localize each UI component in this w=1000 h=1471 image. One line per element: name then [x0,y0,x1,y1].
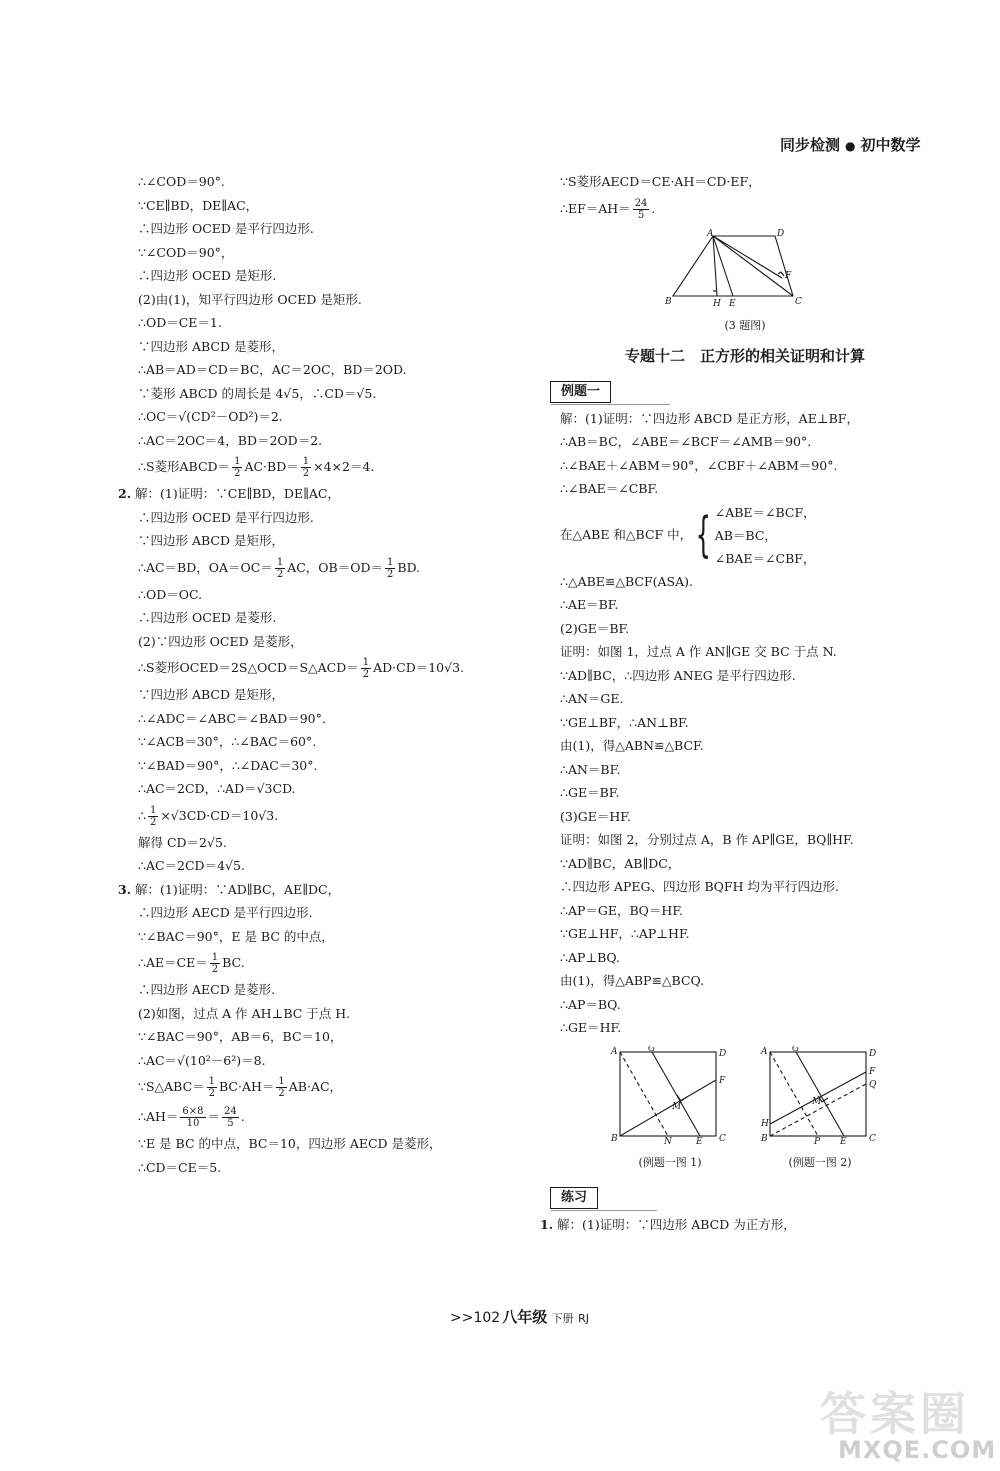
watermark-url: MXQE.COM [838,1436,997,1464]
congruence-system: 在△ABE 和△BCF 中， { ∠ABE＝∠BCF， AB＝BC， ∠BAE＝∠CBF， [560,504,816,566]
text-line: ∵S菱形AECD＝CE·AH＝CD·EF， [560,174,761,189]
text-line: ∴四边形 OCED 是平行四边形. [138,221,314,236]
fraction: $\frac{1}{2}$ [362,657,370,680]
text-line: 证明：如图 1，过点 A 作 AN∥GE 交 BC 于点 N. [560,644,837,659]
svg-text:D: D [719,1048,727,1059]
text-line: ∴OC＝√(CD²－OD²)＝2. [138,409,283,424]
text-line: ∵四边形 ABCD 是矩形， [138,533,284,548]
text-line: ∵AD∥BC，AB∥DC， [560,855,681,871]
fig3-label-A: A [707,228,714,239]
text-line: ∴∠ADC＝∠ABC＝∠BAD＝90°. [138,710,326,726]
text-line: ∴AC＝2CD＝4√5. [138,858,245,873]
svg-text:E: E [840,1136,847,1144]
text-line: ∵AD∥BC，∴四边形 ANEG 是平行四边形. [560,667,796,683]
fraction: $\frac{1}{2}$ [387,556,394,580]
fig3-label-E: E [729,298,736,309]
text-line: ∴OD＝OC. [138,586,203,602]
text-line: ∵∠BAC＝90°，AB＝6，BC＝10， [138,1029,343,1044]
edition-label: RJ [578,1312,590,1325]
svg-text:C: C [869,1133,876,1144]
svg-text:G: G [792,1045,800,1054]
fraction: $\frac{1}{2}$ [278,1076,285,1099]
practice-label: 练习 [550,1187,598,1209]
text-line: ∵四边形 ABCD 是矩形， [138,687,284,702]
fraction: $\frac{24}{5}$ [634,197,648,221]
fraction: $\frac{1}{2}$ [211,952,219,975]
fig3-label-B: B [665,296,672,307]
svg-text:C: C [719,1133,726,1144]
text-line: ∵GE⊥HF，∴AP⊥HF. [560,926,690,941]
text-line: ∵∠BAD＝90°，∴∠DAC＝30°. [138,757,318,773]
svg-text:B: B [761,1133,768,1144]
svg-text:E: E [696,1136,703,1144]
page-number: 102 [473,1310,501,1326]
text-line: ∴GE＝HF. [560,1020,622,1035]
text-line: ∴AN＝GE. [560,691,624,706]
text-line: ∵CE∥BD，DE∥AC， [138,197,259,213]
text-line: 证明：如图 2，分别过点 A，B 作 AP∥GE，BQ∥HF. [560,832,854,847]
formula-line: ∴AC＝BD，OA＝OC＝ $\frac{1}{2}$ AC，OB＝OD＝ $\frac{1}{2}$ BD. [138,556,421,580]
svg-text:F: F [869,1066,876,1077]
text-line: ∴∠BAE＝∠CBF. [560,481,659,496]
text-line: (3)GE＝HF. [560,808,631,824]
svg-text:A: A [611,1046,618,1057]
formula-line: ∴EF＝AH＝ $\frac{24}{5}$ . [560,197,656,221]
text-line: ∴四边形 AECD 是菱形. [138,982,276,997]
svg-text:Q: Q [869,1079,877,1090]
header-subject: 初中数学 [860,136,921,154]
text-line: ∴四边形 APEG、四边形 BQFH 均为平行四边形. [560,879,839,894]
example-figures [540,1046,950,1175]
text-line: ∵菱形 ABCD 的周长是 4√5，∴CD＝√5. [138,385,377,401]
formula-line: ∴S菱形ABCD＝ $\frac{1}{2}$ AC·BD＝ $\frac{1}{2}$ ×4×2＝4. [138,456,375,479]
text-line: ∴AB＝AD＝CD＝BC，AC＝2OC，BD＝2OD. [138,362,407,377]
left-brace: { [695,507,712,563]
figure-problem-3 [665,228,825,310]
formula-line: ∴AH＝ $\frac{6\times 8}{10}$ ＝ $\frac{24}{5}$ . [138,1106,245,1129]
svg-text:A: A [761,1046,768,1057]
text-line: ∵∠ACB＝30°，∴∠BAC＝60°. [138,734,317,749]
problem-number: 1. [540,1216,554,1232]
header-series: 同步检测 [780,136,841,154]
problem-3: 3. 解：(1)证明：∵AD∥BC，AE∥DC， [118,881,341,897]
section-title: 专题十二 正方形的相关证明和计算 [624,347,865,365]
svg-text:B: B [611,1133,618,1144]
fraction: $\frac{1}{2}$ [276,556,284,580]
text-line: ∴AN＝BF. [560,761,621,777]
text-line: ∴AC＝2CD，∴AD＝√3CD. [138,781,296,796]
footer-arrows: >> [450,1310,474,1326]
fraction: $\frac{1}{2}$ [149,804,157,828]
problem-1: 1. 解：(1)证明：∵四边形 ABCD 为正方形， [540,1216,796,1232]
text-line: ∴CD＝CE＝5. [138,1159,222,1175]
text-line: ∴AP⊥BQ. [560,949,620,965]
fig3-label-D: D [777,228,785,239]
fig3-label-F: F [785,270,792,281]
text-line: ∴四边形 OCED 是平行四边形. [138,509,314,525]
fraction: $\frac{1}{2}$ [234,456,241,479]
text-line: ∴AC＝√(10²－6²)＝8. [138,1052,266,1068]
figure-example-2 [760,1046,880,1144]
text-line: ∴AE＝BF. [560,597,619,612]
figure-caption: (例题一图 1) [638,1156,702,1169]
svg-text:D: D [869,1048,877,1059]
problem-number: 3. [118,881,132,897]
text-line: ∴AP＝BQ. [560,996,621,1012]
text-line: ∴AP＝GE，BQ＝HF. [560,902,684,918]
text-line: ∵∠COD＝90°， [138,244,234,260]
text-line: 解：(1)证明：∵四边形 ABCD 是正方形，AE⊥BF， [560,410,859,426]
text-line: (2)∵四边形 OCED 是菱形， [138,633,303,649]
text-line: ∴AC＝2OC＝4，BD＝2OD＝2. [138,432,323,448]
text-line: ∵E 是 BC 的中点，BC＝10，四边形 AECD 是菱形， [138,1136,442,1151]
fraction: $\frac{1}{2}$ [302,456,310,479]
formula-line: ∴ $\frac{1}{2}$ ×√3CD·CD＝10√3. [138,804,279,828]
svg-text:M: M [672,1101,682,1112]
fraction: $\frac{1}{2}$ [208,1076,216,1099]
text-line: ∴四边形 OCED 是矩形. [138,268,277,283]
text-line: ∴∠BAE＋∠ABM＝90°，∠CBF＋∠ABM＝90°. [560,457,838,473]
watermark-logo: 答案圈 [820,1387,970,1441]
svg-text:H: H [761,1118,769,1129]
svg-text:F: F [719,1075,726,1086]
text-line: 由(1)，得△ABP≌△BCQ. [560,973,705,988]
figure-example-1 [610,1046,730,1144]
text-line: ∴∠COD＝90°. [138,174,225,189]
svg-text:G: G [648,1045,656,1054]
figure-caption: (例题一图 2) [788,1156,852,1169]
text-line: 由(1)，得△ABN≌△BCF. [560,738,704,753]
fig3-label-H: H [713,298,721,309]
text-line: ∵GE⊥BF，∴AN⊥BF. [560,714,689,730]
grade-label: 八年级 [502,1308,548,1326]
formula-line: ∴S菱形OCED＝2S△OCD＝S△ACD＝ $\frac{1}{2}$ AD·CD＝10√3. [138,657,465,680]
text-line: ∵四边形 ABCD 是菱形， [138,338,284,354]
left-column [118,170,513,1179]
text-line: 解得 CD＝2√5. [138,834,227,850]
formula-line: ∴AE＝CE＝ $\frac{1}{2}$ BC. [138,952,245,975]
fraction: $\frac{24}{5}$ [224,1106,237,1129]
example-label: 例题一 [550,381,611,403]
text-line: (2)GE＝BF. [560,620,630,636]
text-line: ∴AB＝BC，∠ABE＝∠BCF＝∠AMB＝90°. [560,434,812,449]
fig3-label-C: C [795,296,802,307]
text-line: ∴OD＝CE＝1. [138,315,222,330]
problem-2: 2. 解：(1)证明：∵CE∥BD，DE∥AC， [118,486,340,501]
text-line: ∴四边形 OCED 是菱形. [138,610,277,625]
text-line: (2)如图，过点 A 作 AH⊥BC 于点 H. [138,1005,351,1021]
text-line: ∵∠BAC＝90°，E 是 BC 的中点， [138,928,334,944]
page-header [780,134,960,155]
fraction: $\frac{6\times 8}{10}$ [182,1106,204,1129]
bulb-icon: ● [845,139,856,153]
text-line: ∴四边形 AECD 是平行四边形. [138,905,313,920]
text-line: (2)由(1)，知平行四边形 OCED 是矩形. [138,291,362,307]
svg-text:M: M [812,1096,822,1107]
formula-line: ∵S△ABC＝ $\frac{1}{2}$ BC·AH＝ $\frac{1}{2}$ AB·AC， [138,1076,343,1099]
svg-text:P: P [814,1136,821,1144]
page-footer [450,1306,589,1327]
figure-caption: (3 题图) [724,318,766,332]
problem-number: 2. [118,486,132,501]
text-line: ∴GE＝BF. [560,785,620,800]
svg-text:N: N [664,1136,672,1144]
volume-label: 下册 [551,1312,574,1325]
text-line: ∴△ABE≌△BCF(ASA). [560,573,693,589]
right-column [540,170,950,1236]
